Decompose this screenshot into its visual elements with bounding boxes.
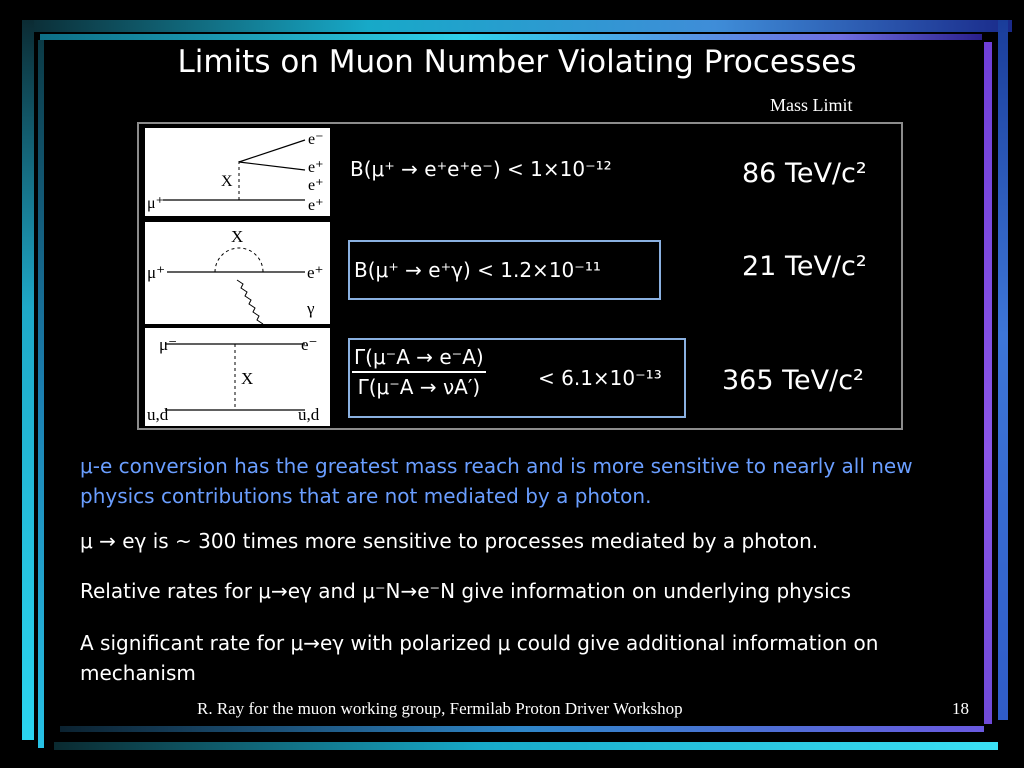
page-number: 18 [952,699,969,718]
diagram-2-label-e-plus: e⁺ [307,263,324,282]
diagram-1-label-e-plus-a: e⁺ [308,159,324,176]
left-decorative-bar-inner [38,40,44,748]
photon-sensitivity-line: μ → eγ is ~ 300 times more sensitive to processes mediated by a photon. [80,529,819,553]
diagram-2-label-gamma: γ [307,299,315,318]
feynman-diagram-conversion [145,328,330,426]
mass-limit-mu-egamma: 21 TeV/c² [742,251,867,282]
diagram-1-label-e-minus: e⁻ [308,131,324,148]
fraction-bar [352,371,486,373]
diagram-3-label-ud-right: u,d [298,405,320,424]
right-decorative-bar [998,20,1008,720]
diagram-2-label-x: X [231,227,244,246]
diagram-2-label-mu-plus: μ⁺ [147,263,166,282]
formula-mu-egamma: B(μ⁺ → e⁺γ) < 1.2×10⁻¹¹ [354,258,601,282]
top-decorative-bar [22,20,1012,32]
left-decorative-bar [22,20,34,740]
diagram-3-label-e-minus: e⁻ [301,335,318,354]
diagram-3-label-x: X [241,369,254,388]
top-decorative-bar-inner [40,34,982,40]
formula-mu-3e: B(μ⁺ → e⁺e⁺e⁻) < 1×10⁻¹² [350,157,612,181]
feynman-diagram-egamma [145,222,330,324]
formula-conversion-denominator: Γ(μ⁻A → νA′) [357,375,481,399]
diagram-3-label-ud-left: u,d [147,405,169,424]
significant-rate-line: A significant rate for μ→eγ with polarized μ could give additional information on mechanism [80,631,879,685]
bottom-decorative-bar [54,742,998,750]
slide-title: Limits on Muon Number Violating Processes [177,44,857,80]
footer-credit: R. Ray for the muon working group, Fermilab Proton Driver Workshop [197,699,683,718]
formula-conversion-numerator: Γ(μ⁻A → e⁻A) [354,345,484,369]
right-decorative-bar-inner [984,42,992,724]
diagram-1-label-mu-plus: μ⁺ [147,195,165,212]
conversion-sensitivity-paragraph: μ-e conversion has the greatest mass reach and is more sensitive to nearly all new physics contributions that are not mediated by a photon. [80,454,913,508]
diagram-1-label-x: X [221,173,233,190]
diagram-1-label-e-plus-c: e⁺ [308,197,324,214]
mass-limit-mu-3e: 86 TeV/c² [742,158,867,189]
bottom-decorative-bar-inner [60,726,984,732]
diagram-3-label-mu-minus: μ⁻ [159,335,178,354]
diagram-1-label-e-plus-b: e⁺ [308,177,324,194]
formula-conversion-fraction [352,345,486,399]
relative-rates-line: Relative rates for μ→eγ and μ⁻N→e⁻N give information on underlying physics [80,579,852,603]
mass-limit-mu-e-conversion: 365 TeV/c² [722,365,864,396]
feynman-diagram-3e [145,128,330,216]
formula-conversion-rhs: < 6.1×10⁻¹³ [538,366,662,390]
mass-limit-header: Mass Limit [770,95,853,115]
